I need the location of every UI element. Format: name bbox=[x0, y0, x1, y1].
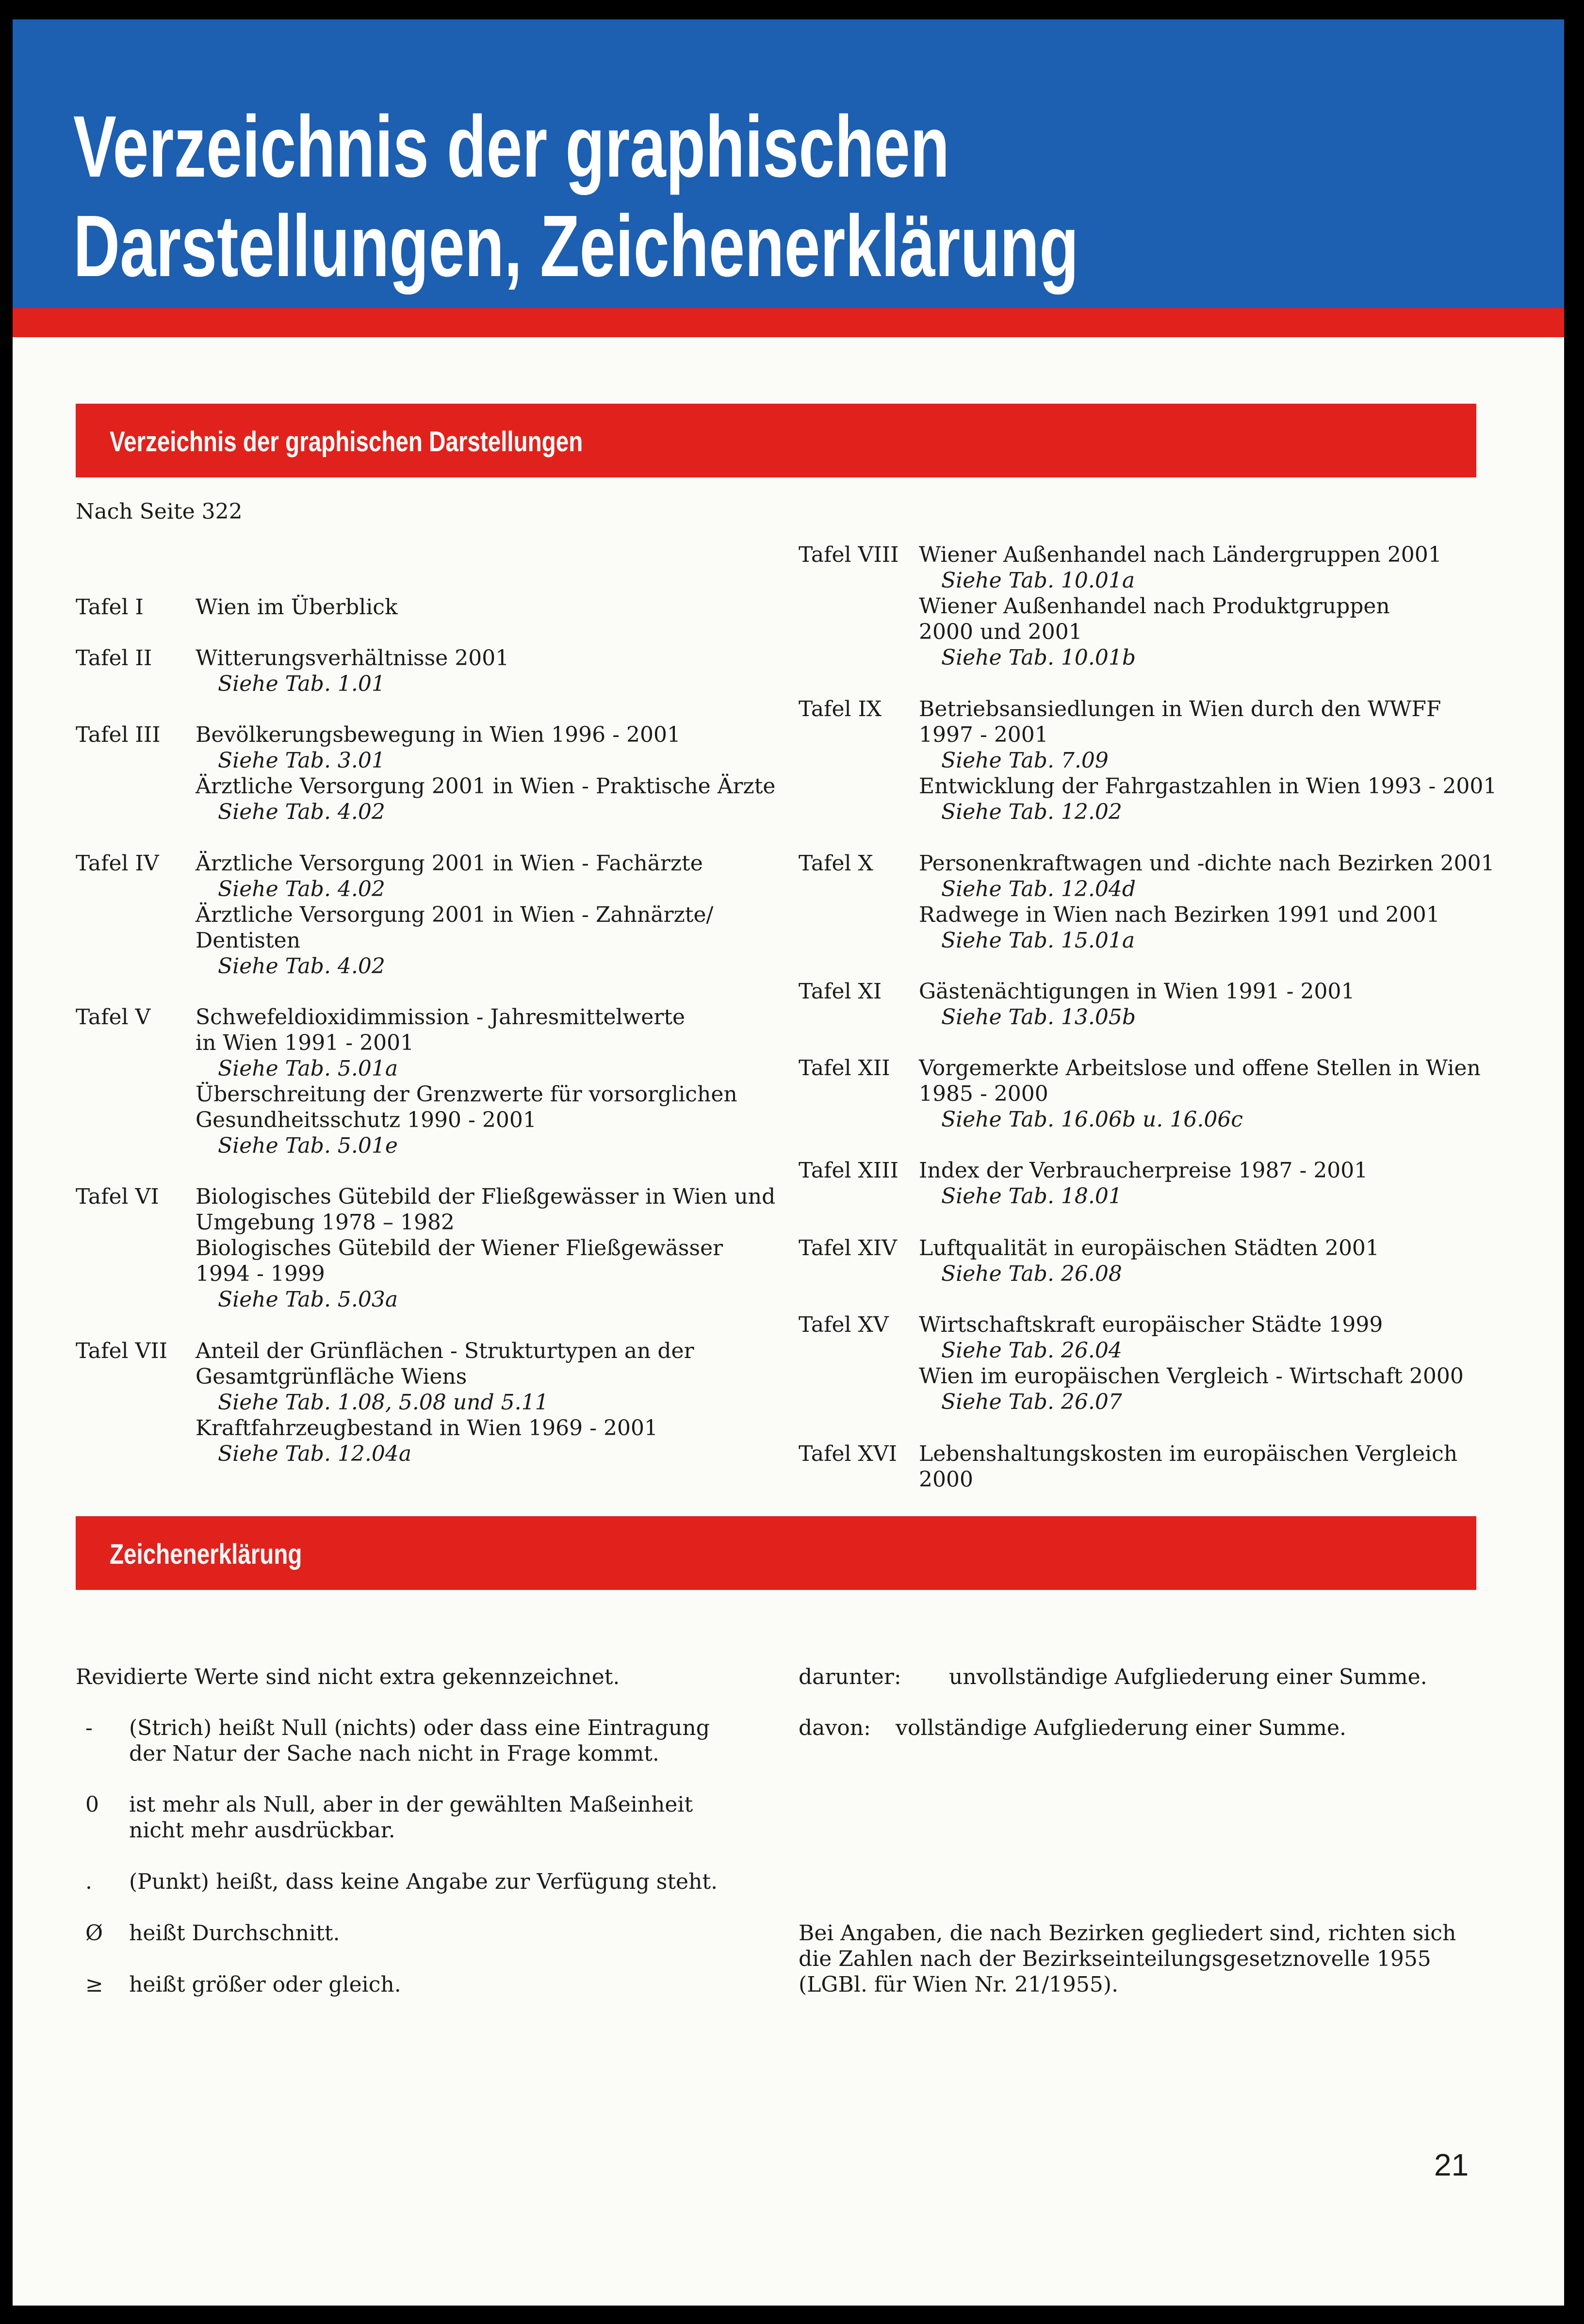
district-note bbox=[799, 1920, 1456, 1997]
table-reference: Siehe Tab. 5.01e bbox=[218, 1133, 398, 1158]
darunter-text: unvollständige Aufgliederung einer Summe. bbox=[949, 1665, 1427, 1689]
darunter-term: darunter: bbox=[799, 1665, 901, 1689]
plate-title-line: Wiener Außenhandel nach Produktgruppen bbox=[919, 594, 1390, 619]
table-reference: Siehe Tab. 4.02 bbox=[218, 877, 385, 901]
plate-title-line: Kraftfahrzeugbestand in Wien 1969 - 2001 bbox=[196, 1416, 658, 1440]
plate-lines bbox=[919, 1441, 1457, 1492]
plate-label: Tafel II bbox=[76, 646, 152, 671]
section-heading-graphics-text: Verzeichnis der graphischen Darstellungen bbox=[110, 426, 583, 458]
legend-description-line: ist mehr als Null, aber in der gewählten Maßeinheit bbox=[129, 1792, 693, 1817]
plate-lines bbox=[196, 594, 398, 620]
plate-title-line: Ärztliche Versorgung 2001 in Wien - Fachärzte bbox=[196, 851, 703, 876]
section-heading-legend bbox=[76, 1516, 1476, 1590]
table-reference: Siehe Tab. 13.05b bbox=[941, 1005, 1136, 1030]
plate-title-line: Schwefeldioxidimmission - Jahresmittelwerte bbox=[196, 1005, 686, 1030]
table-reference: Siehe Tab. 4.02 bbox=[218, 954, 385, 979]
table-reference: Siehe Tab. 7.09 bbox=[941, 748, 1109, 773]
revised-note: Revidierte Werte sind nicht extra gekennzeichnet. bbox=[76, 1665, 620, 1689]
table-reference: Siehe Tab. 10.01a bbox=[941, 568, 1135, 593]
plate-label: Tafel XIV bbox=[799, 1236, 898, 1260]
plate-label: Tafel XI bbox=[799, 979, 882, 1004]
plate-label: Tafel XII bbox=[799, 1056, 890, 1080]
plate-label: Tafel IV bbox=[76, 851, 159, 876]
plate-label: Tafel XVI bbox=[799, 1441, 898, 1466]
table-reference: Siehe Tab. 26.08 bbox=[941, 1261, 1122, 1286]
district-note-line: Bei Angaben, die nach Bezirken gegliedert sind, richten sich bbox=[799, 1921, 1456, 1946]
plate-title-line: Bevölkerungsbewegung in Wien 1996 - 2001 bbox=[196, 722, 681, 747]
legend-description bbox=[129, 1920, 340, 1946]
plate-lines bbox=[196, 1184, 775, 1312]
table-reference: Siehe Tab. 12.04a bbox=[218, 1441, 412, 1466]
plate-title-line: in Wien 1991 - 2001 bbox=[196, 1031, 414, 1055]
plate-label: Tafel IX bbox=[799, 697, 882, 721]
plate-title-line: Biologisches Gütebild der Fließgewässer in Wien und bbox=[196, 1184, 776, 1209]
plate-title-line: Index der Verbraucherpreise 1987 - 2001 bbox=[919, 1158, 1368, 1183]
plate-title-line: Personenkraftwagen und -dichte nach Bezirken 2001 bbox=[919, 851, 1495, 876]
plate-lines bbox=[919, 1312, 1464, 1415]
plate-title-line: 1997 - 2001 bbox=[919, 722, 1048, 747]
plate-label: Tafel VI bbox=[76, 1184, 159, 1209]
plate-title-line: 2000 und 2001 bbox=[919, 620, 1082, 644]
legend-symbol: . bbox=[85, 1869, 92, 1894]
plate-title-line: Luftqualität in europäischen Städten 2001 bbox=[919, 1236, 1379, 1260]
table-reference: Siehe Tab. 18.01 bbox=[941, 1184, 1122, 1209]
legend-description-line: nicht mehr ausdrückbar. bbox=[129, 1818, 395, 1843]
plate-lines bbox=[196, 1338, 694, 1467]
legend-description bbox=[129, 1869, 718, 1895]
table-reference: Siehe Tab. 26.07 bbox=[941, 1390, 1122, 1414]
plate-title-line: Wien im Überblick bbox=[196, 595, 398, 620]
plate-title-line: Entwicklung der Fahrgastzahlen in Wien 1993 - 2001 bbox=[919, 774, 1497, 799]
plate-label: Tafel VII bbox=[76, 1339, 168, 1363]
plate-label: Tafel VIII bbox=[799, 542, 899, 567]
legend-description-line: heißt größer oder gleich. bbox=[129, 1972, 401, 1997]
plate-title-line: 2000 bbox=[919, 1467, 973, 1492]
intro-text: Nach Seite 322 bbox=[76, 499, 243, 524]
plate-lines bbox=[919, 1158, 1368, 1209]
plate-lines bbox=[919, 542, 1442, 671]
plate-title-line: Überschreitung der Grenzwerte für vorsorglichen bbox=[196, 1082, 737, 1107]
plate-title-line: Lebenshaltungskosten im europäischen Vergleich bbox=[919, 1441, 1458, 1466]
legend-symbol: ≥ bbox=[85, 1972, 103, 1997]
plate-title-line: Dentisten bbox=[196, 928, 301, 953]
table-reference: Siehe Tab. 15.01a bbox=[941, 928, 1135, 953]
document-page bbox=[13, 19, 1564, 2306]
plate-title-line: Radwege in Wien nach Bezirken 1991 und 2001 bbox=[919, 902, 1440, 927]
plate-lines bbox=[196, 645, 509, 697]
table-reference: Siehe Tab. 3.01 bbox=[218, 748, 385, 773]
plate-title-line: Vorgemerkte Arbeitslose und offene Stellen in Wien bbox=[919, 1056, 1481, 1080]
legend-description-line: der Natur der Sache nach nicht in Frage kommt. bbox=[129, 1741, 659, 1766]
plate-lines bbox=[919, 1055, 1481, 1132]
legend-description-line: (Punkt) heißt, dass keine Angabe zur Verfügung steht. bbox=[129, 1869, 718, 1894]
table-reference: Siehe Tab. 10.01b bbox=[941, 645, 1136, 670]
table-reference: Siehe Tab. 1.01 bbox=[218, 671, 385, 696]
plate-label: Tafel XV bbox=[799, 1312, 889, 1337]
district-note-line: die Zahlen nach der Bezirkseinteilungsgesetznovelle 1955 bbox=[799, 1947, 1431, 1971]
plate-title-line: 1985 - 2000 bbox=[919, 1081, 1048, 1106]
plate-lines bbox=[196, 851, 713, 979]
table-reference: Siehe Tab. 26.04 bbox=[941, 1338, 1122, 1363]
table-reference: Siehe Tab. 12.02 bbox=[941, 800, 1122, 824]
davon-term: davon: bbox=[799, 1716, 871, 1740]
legend-description-line: heißt Durchschnitt. bbox=[129, 1921, 340, 1946]
plate-lines bbox=[919, 696, 1497, 825]
plate-title-line: Gästenächtigungen in Wien 1991 - 2001 bbox=[919, 979, 1355, 1004]
plate-title-line: Umgebung 1978 – 1982 bbox=[196, 1210, 455, 1235]
plate-title-line: Gesundheitsschutz 1990 - 2001 bbox=[196, 1108, 537, 1132]
plate-label: Tafel XIII bbox=[799, 1158, 899, 1183]
plate-label: Tafel III bbox=[76, 722, 161, 747]
table-reference: Siehe Tab. 16.06b u. 16.06c bbox=[941, 1107, 1243, 1132]
table-reference: Siehe Tab. 12.04d bbox=[941, 877, 1136, 901]
plate-title-line: Biologisches Gütebild der Wiener Fließgewässer bbox=[196, 1236, 723, 1260]
section-heading-graphics bbox=[76, 404, 1476, 477]
plate-lines bbox=[196, 1004, 737, 1159]
page-title-line1: Verzeichnis der graphischen bbox=[73, 98, 950, 196]
header-stripe bbox=[13, 308, 1564, 337]
page-number: 21 bbox=[1434, 2147, 1469, 2182]
table-reference: Siehe Tab. 1.08, 5.08 und 5.11 bbox=[218, 1390, 549, 1415]
page-title-line2: Darstellungen, Zeichenerklärung bbox=[73, 197, 1079, 295]
plate-title-line: Wirtschaftskraft europäischer Städte 1999 bbox=[919, 1312, 1383, 1337]
plate-label: Tafel V bbox=[76, 1005, 151, 1030]
plate-title-line: 1994 - 1999 bbox=[196, 1261, 325, 1286]
davon-text: vollständige Aufgliederung einer Summe. bbox=[896, 1716, 1347, 1740]
title-banner bbox=[13, 19, 1564, 308]
legend-description bbox=[129, 1715, 710, 1767]
table-reference: Siehe Tab. 5.03a bbox=[218, 1287, 398, 1312]
plate-lines bbox=[919, 979, 1355, 1030]
plate-lines bbox=[919, 851, 1495, 953]
plate-title-line: Gesamtgrünfläche Wiens bbox=[196, 1364, 467, 1389]
plate-title-line: Betriebsansiedlungen in Wien durch den WWFF bbox=[919, 697, 1441, 721]
legend-symbol: - bbox=[85, 1716, 93, 1740]
plate-title-line: Ärztliche Versorgung 2001 in Wien - Praktische Ärzte bbox=[196, 774, 776, 799]
legend-description bbox=[129, 1792, 693, 1843]
legend-symbol: 0 bbox=[85, 1792, 99, 1817]
legend-symbol: Ø bbox=[85, 1921, 103, 1946]
plate-title-line: Ärztliche Versorgung 2001 in Wien - Zahnärzte/ bbox=[196, 902, 714, 927]
plate-label: Tafel I bbox=[76, 595, 144, 620]
plate-title-line: Wien im europäischen Vergleich - Wirtschaft 2000 bbox=[919, 1364, 1464, 1389]
section-heading-legend-text: Zeichenerklärung bbox=[110, 1538, 302, 1570]
plate-title-line: Witterungsverhältnisse 2001 bbox=[196, 646, 509, 671]
page-title bbox=[73, 97, 1079, 296]
plate-lines bbox=[919, 1235, 1379, 1287]
plate-title-line: Wiener Außenhandel nach Ländergruppen 2001 bbox=[919, 542, 1442, 567]
district-note-line: (LGBl. für Wien Nr. 21/1955). bbox=[799, 1972, 1119, 1997]
table-reference: Siehe Tab. 4.02 bbox=[218, 800, 385, 824]
table-reference: Siehe Tab. 5.01a bbox=[218, 1056, 398, 1081]
plate-title-line: Anteil der Grünflächen - Strukturtypen an der bbox=[196, 1339, 694, 1363]
legend-description bbox=[129, 1972, 401, 1997]
plate-label: Tafel X bbox=[799, 851, 873, 876]
legend-description-line: (Strich) heißt Null (nichts) oder dass eine Eintragung bbox=[129, 1716, 710, 1740]
plate-lines bbox=[196, 722, 775, 825]
